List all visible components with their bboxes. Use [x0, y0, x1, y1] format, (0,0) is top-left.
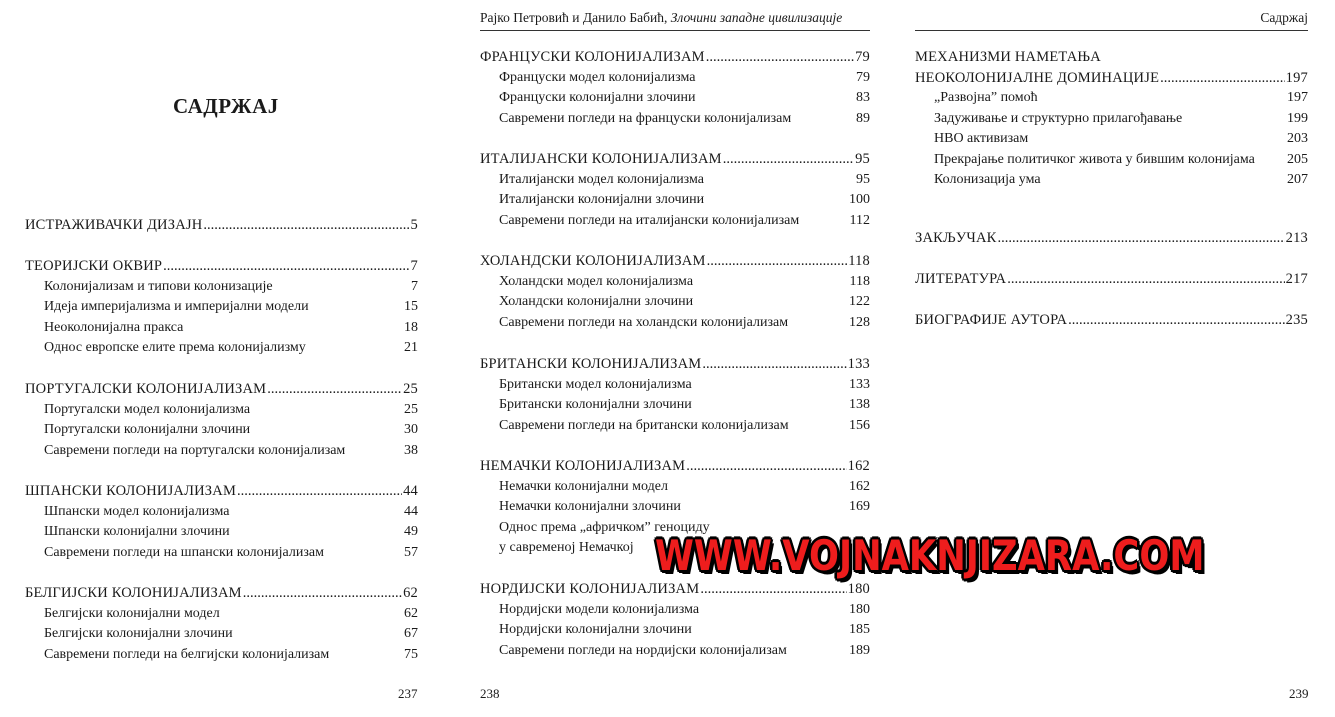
toc-entry[interactable]: Португалски модел колонијализма 25	[44, 401, 418, 417]
toc-entry[interactable]: „Развојна” помоћ 197	[934, 90, 1308, 105]
toc-entry[interactable]: Однос према „афричком” геноциду	[499, 519, 710, 535]
toc-entry[interactable]: Шпански колонијални злочини 49	[44, 524, 418, 539]
toc-heading[interactable]: НЕМАЧКИ КОЛОНИЈАЛИЗАМ ..... 162	[480, 456, 870, 477]
toc-heading[interactable]: НОРДИЈСКИ КОЛОНИЈАЛИЗАМ ..... 180	[480, 579, 870, 600]
toc-entry[interactable]: НВО активизам 203	[934, 131, 1308, 146]
toc-entry[interactable]: Немачки колонијални злочини 169	[499, 499, 870, 514]
toc-entry[interactable]: Колонизација ума 207	[934, 172, 1308, 187]
toc-heading[interactable]: ЗАКЉУЧАК ..... 213	[915, 228, 1308, 249]
toc-section	[915, 228, 1308, 249]
toc-entry[interactable]: Идеја империјализма и империјални модели 15	[44, 299, 418, 314]
toc-heading[interactable]: ИТАЛИЈАНСКИ КОЛОНИЈАЛИЗАМ ..... 95	[480, 149, 870, 170]
running-head: Садржај	[915, 10, 1308, 31]
toc-entry[interactable]: Белгијски колонијални злочини 67	[44, 626, 418, 641]
toc-entry[interactable]: Савремени погледи на британски колонијализам 156	[499, 417, 870, 433]
toc-section	[25, 256, 418, 359]
toc-entry[interactable]: Британски колонијални злочини 138	[499, 397, 870, 412]
toc-heading-line: МЕХАНИЗМИ НАМЕТАЊА	[915, 49, 1101, 65]
toc-heading[interactable]: ФРАНЦУСКИ КОЛОНИЈАЛИЗАМ ..... 79	[480, 47, 870, 68]
toc-entry[interactable]: Холандски модел колонијализма 118	[499, 273, 870, 289]
right-page	[890, 0, 1335, 717]
toc-entry[interactable]: Белгијски колонијални модел 62	[44, 605, 418, 621]
toc-entry[interactable]: Савремени погледи на француски колонијализам 89	[499, 110, 870, 126]
page-number: 237	[398, 686, 418, 701]
page-number: 239	[1289, 686, 1309, 701]
toc-section	[480, 47, 870, 129]
toc-entry[interactable]: Савремени погледи на холандски колонијализам 128	[499, 314, 870, 330]
toc-heading[interactable]: НЕОКОЛОНИЈАЛНЕ ДОМИНАЦИЈЕ ..... 197	[915, 68, 1308, 89]
toc-entry[interactable]: Савремени погледи на италијански колонијализам 112	[499, 212, 870, 228]
toc-section	[480, 251, 870, 333]
toc-section	[25, 379, 418, 461]
toc-heading[interactable]: БРИТАНСКИ КОЛОНИЈАЛИЗАМ ..... 133	[480, 354, 870, 375]
toc-section	[480, 354, 870, 436]
toc-section	[480, 579, 870, 661]
running-head-authors: Рајко Петровић и Данило Бабић,	[480, 10, 671, 25]
toc-heading[interactable]: ПОРТУГАЛСКИ КОЛОНИЈАЛИЗАМ ..... 25	[25, 379, 418, 400]
toc-entry[interactable]: Немачки колонијални модел 162	[499, 478, 870, 494]
toc-entry[interactable]: Француски колонијални злочини 83	[499, 90, 870, 105]
toc-heading[interactable]: ИСТРАЖИВАЧКИ ДИЗАЈН ..... 5	[25, 215, 418, 236]
toc-heading[interactable]: ШПАНСКИ КОЛОНИЈАЛИЗАМ ..... 44	[25, 481, 418, 502]
toc-heading[interactable]: БИОГРАФИЈЕ АУТОРА ..... 235	[915, 310, 1308, 331]
toc-section	[25, 583, 418, 665]
toc-section	[915, 310, 1308, 331]
left-page	[0, 0, 445, 717]
toc-heading[interactable]: ХОЛАНДСКИ КОЛОНИЈАЛИЗАМ ..... 118	[480, 251, 870, 272]
toc-entry[interactable]: Однос европске елите према колонијализму 21	[44, 340, 418, 355]
toc-heading[interactable]: ТЕОРИЈСКИ ОКВИР ..... 7	[25, 256, 418, 277]
toc-heading[interactable]: ЛИТЕРАТУРА ..... 217	[915, 269, 1308, 290]
toc-entry[interactable]: Британски модел колонијализма 133	[499, 376, 870, 392]
page-number: 238	[480, 686, 500, 701]
toc-section	[915, 269, 1308, 290]
toc-entry[interactable]: Задуживање и структурно прилагођавање 199	[934, 110, 1308, 126]
toc-entry[interactable]: Португалски колонијални злочини 30	[44, 422, 418, 437]
toc-section	[915, 47, 1308, 191]
toc-entry[interactable]: Неоколонијална пракса 18	[44, 319, 418, 335]
middle-page	[445, 0, 890, 717]
toc-entry[interactable]: Савремени погледи на белгијски колонијализам 75	[44, 646, 418, 662]
toc-entry[interactable]: у савременој Немачкој	[499, 540, 634, 555]
page-title: САДРЖАЈ	[173, 94, 279, 118]
toc-entry[interactable]: Италијански модел колонијализма 95	[499, 171, 870, 187]
toc-entry[interactable]: Холандски колонијални злочини 122	[499, 294, 870, 309]
toc-entry[interactable]: Колонијализам и типови колонизације 7	[44, 278, 418, 294]
toc-entry[interactable]: Француски модел колонијализма 79	[499, 69, 870, 85]
toc-entry[interactable]: Савремени погледи на нордијски колонијализам 189	[499, 642, 870, 658]
watermark: WWW.VOJNAKNJIZARA.COM	[655, 531, 1205, 580]
toc-entry[interactable]: Прекрајање политичког живота у бившим колонијама 205	[934, 151, 1308, 167]
toc-section	[25, 215, 418, 236]
toc-entry[interactable]: Савремени погледи на шпански колонијализам 57	[44, 544, 418, 560]
running-head-title: Злочини западне цивилизације	[670, 10, 843, 25]
toc-entry[interactable]: Нордијски модели колонијализма 180	[499, 601, 870, 617]
toc-heading[interactable]: БЕЛГИЈСКИ КОЛОНИЈАЛИЗАМ ..... 62	[25, 583, 418, 604]
toc-entry[interactable]: Савремени погледи на португалски колонијализам 38	[44, 442, 418, 458]
toc-entry[interactable]: Шпански модел колонијализма 44	[44, 503, 418, 519]
toc-section	[480, 149, 870, 231]
toc-entry[interactable]: Италијански колонијални злочини 100	[499, 192, 870, 207]
toc-section	[25, 481, 418, 563]
toc-entry[interactable]: Нордијски колонијални злочини 185	[499, 622, 870, 637]
running-head	[480, 10, 870, 31]
